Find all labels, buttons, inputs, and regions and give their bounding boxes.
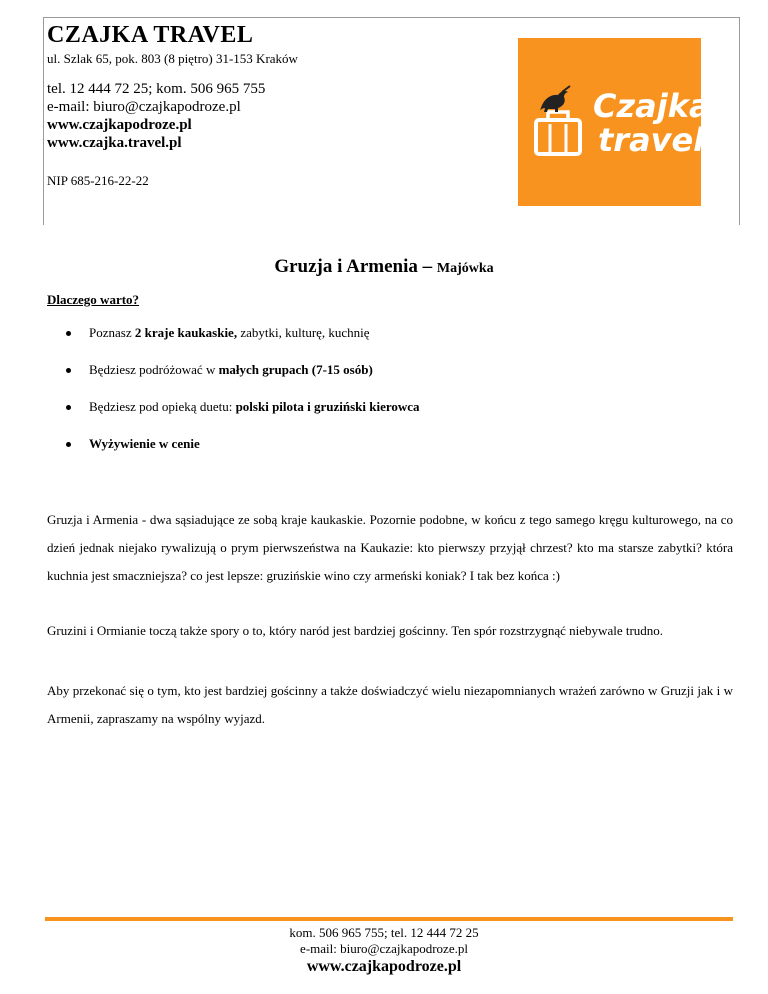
logo-graphic: [518, 38, 701, 206]
list-item: Będziesz podróżować w małych grupach (7-15 osób): [47, 362, 420, 399]
hospitality-paragraph: Gruzini i Ormianie toczą także spory o to, który naród jest bardziej gościnny. Ten spór rozstrzygnąć niebywale trudno.: [47, 623, 664, 638]
list-item: Wyżywienie w cenie: [47, 436, 420, 473]
contact-block: [47, 80, 265, 152]
trip-title: [0, 255, 768, 281]
phone-line: tel. 12 444 72 25; kom. 506 965 755: [47, 81, 266, 97]
email-line: e-mail: biuro@czajkapodroze.pl: [47, 99, 241, 115]
why-heading: Dlaczego warto?: [47, 292, 140, 307]
company-address: ul. Szlak 65, pok. 803 (8 piętro) 31-153 Kraków: [47, 51, 298, 66]
nip-number: NIP 685-216-22-22: [47, 173, 149, 188]
logo-text-line1: Czajka: [593, 87, 701, 125]
footer-phones: kom. 506 965 755; tel. 12 444 72 25: [289, 925, 479, 940]
company-logo: [518, 38, 701, 206]
list-item: Poznasz 2 kraje kaukaskie, zabytki, kulturę, kuchnię: [47, 325, 420, 362]
intro-paragraph: Gruzja i Armenia - dwa sąsiadujące ze sobą kraje kaukaskie. Pozornie podobne, w końcu z tego samego kręgu kulturowego, na co dzień jednak niejako rywalizują o prym pierwszeństwa na Kaukazie: kto pierwszy przyjął chrzest? kto ma starsze zabytki? która kuchnia jest smaczniejsza? co jest lepsze: gruzińskie wino czy armeński koniak? I tak bez końca :): [47, 512, 733, 583]
bullet-icon: [66, 368, 71, 373]
website-link-2[interactable]: www.czajka.travel.pl: [47, 135, 182, 151]
list-item: Będziesz pod opieką duetu: polski pilota i gruziński kierowca: [47, 399, 420, 436]
footer-divider: [45, 917, 733, 921]
trip-subtitle: Majówka: [436, 261, 494, 276]
suitcase-icon: [536, 120, 580, 154]
footer-website-link[interactable]: www.czajkapodroze.pl: [306, 958, 462, 975]
bullet-icon: [66, 405, 71, 410]
benefits-list: [47, 325, 420, 473]
website-link-1[interactable]: www.czajkapodroze.pl: [47, 117, 192, 133]
trip-title-main: Gruzja i Armenia –: [274, 256, 433, 277]
footer-email: e-mail: biuro@czajkapodroze.pl: [300, 941, 468, 956]
footer: [0, 925, 768, 977]
bullet-icon: [66, 331, 71, 336]
bird-icon: [540, 91, 568, 112]
invitation-paragraph: Aby przekonać się o tym, kto jest bardziej gościnny a także doświadczyć wielu niezapomnianych wrażeń zarówno w Gruzji jak i w Armenii, zapraszamy na wspólny wyjazd.: [47, 683, 733, 726]
bullet-icon: [66, 442, 71, 447]
company-name: CZAJKA TRAVEL: [47, 22, 254, 48]
logo-text-line2: travel: [598, 121, 701, 159]
